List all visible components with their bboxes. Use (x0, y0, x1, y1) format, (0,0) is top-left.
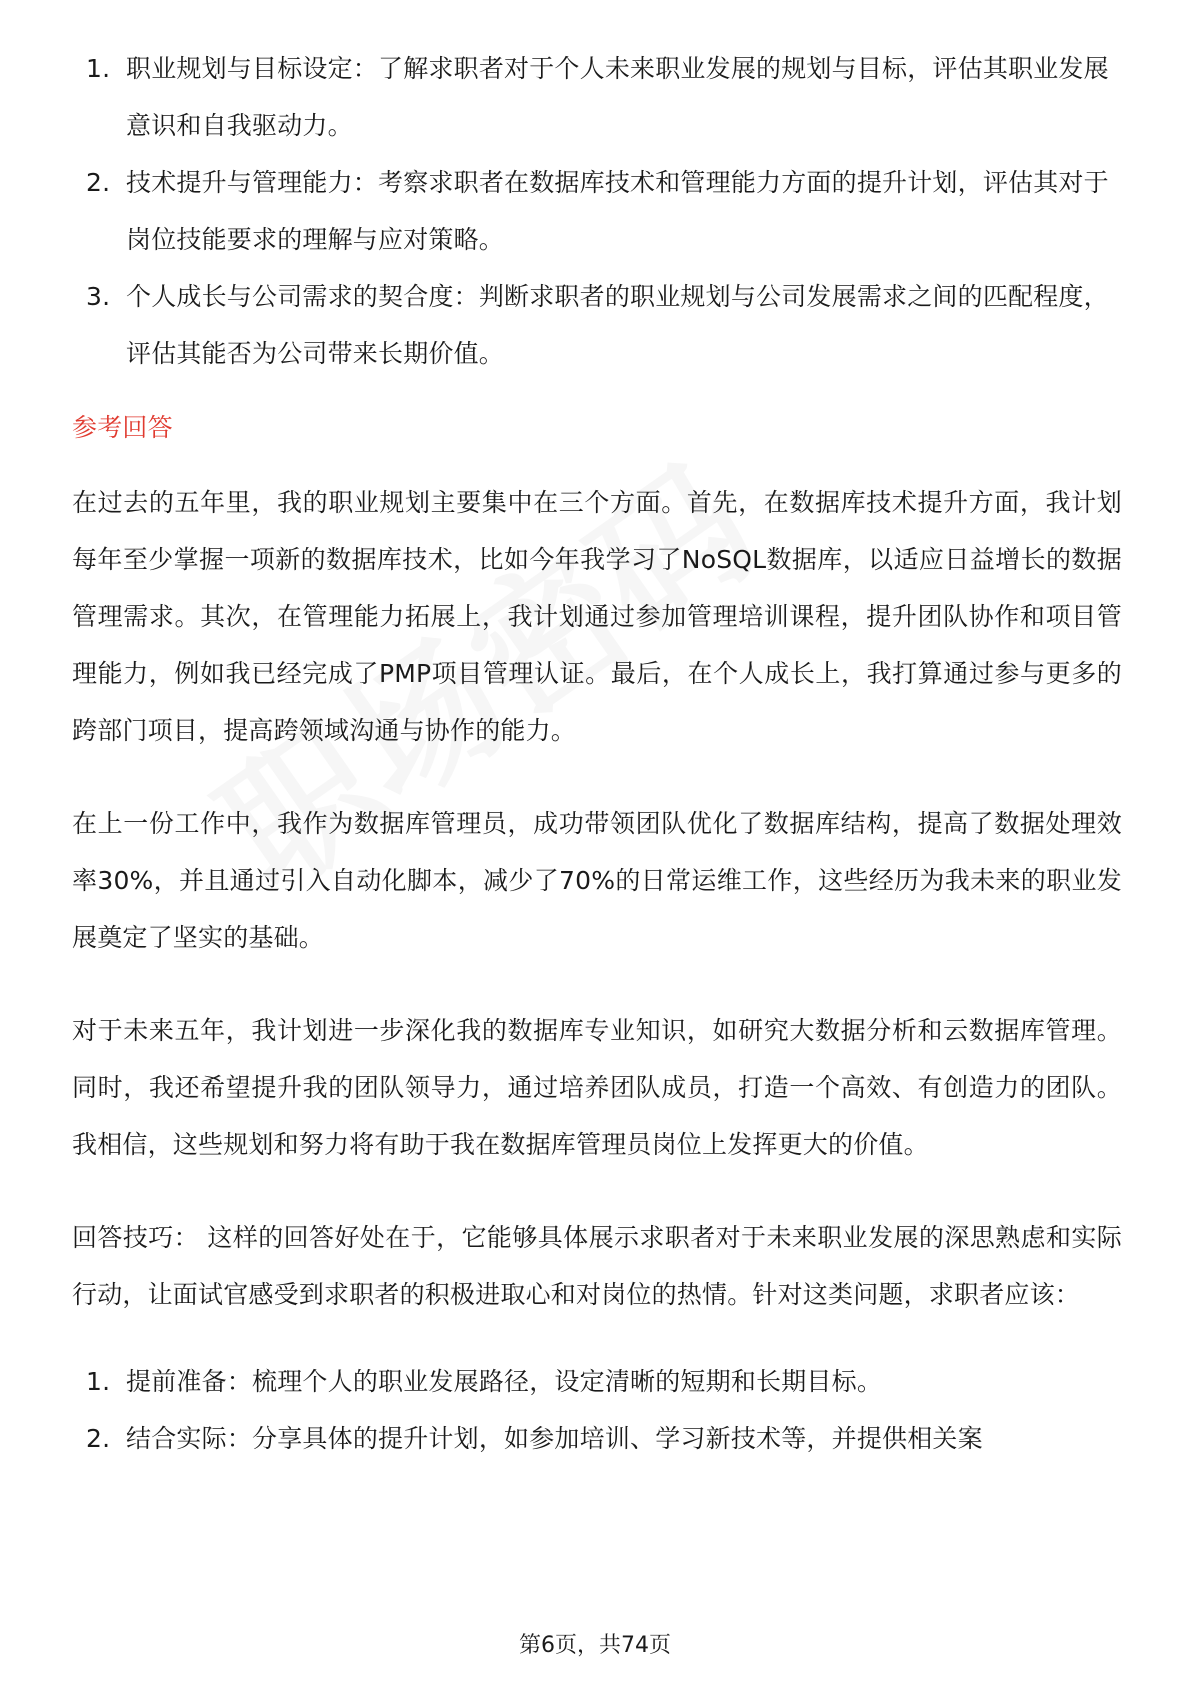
list-number: 1. (86, 1367, 111, 1396)
list-number: 1. (86, 54, 111, 83)
list-item-title: 个人成长与公司需求的契合度： (126, 282, 479, 311)
list-item-title: 结合实际： (126, 1424, 253, 1453)
list-number: 2. (86, 1424, 111, 1453)
list-number: 3. (86, 282, 111, 311)
page-content (72, 40, 1122, 1467)
list-item (72, 154, 1122, 268)
answer-paragraph: 对于未来五年，我计划进一步深化我的数据库专业知识，如研究大数据分析和云数据库管理。同时，我还希望提升我的团队领导力，通过培养团队成员，打造一个高效、有创造力的团队。我相信，这些规划和努力将有助于我在数据库管理员岗位上发挥更大的价值。 (72, 1016, 1122, 1159)
answer-paragraph: 在过去的五年里，我的职业规划主要集中在三个方面。首先，在数据库技术提升方面，我计划每年至少掌握一项新的数据库技术，比如今年我学习了NoSQL数据库，以适应日益增长的数据管理需求。其次，在管理能力拓展上，我计划通过参加管理培训课程，提升团队协作和项目管理能力，例如我已经完成了PMP项目管理认证。最后，在个人成长上，我打算通过参与更多的跨部门项目，提高跨领域沟通与协作的能力。 (72, 488, 1122, 745)
evaluation-criteria-list (72, 40, 1122, 382)
answer-tips-paragraph: 回答技巧： 这样的回答好处在于，它能够具体展示求职者对于未来职业发展的深思熟虑和实际行动，让面试官感受到求职者的积极进取心和对岗位的热情。针对这类问题，求职者应该： (72, 1223, 1122, 1309)
list-number: 2. (86, 168, 111, 197)
list-item-text: 了解求职者对于个人未来职业发展的规划与目标，评估其职业发展意识和自我驱动力。 (126, 54, 1109, 140)
answer-heading: 参考回答 (72, 413, 173, 442)
list-item-title: 职业规划与目标设定： (126, 54, 379, 83)
list-item-text: 考察求职者在数据库技术和管理能力方面的提升计划，评估其对于岗位技能要求的理解与应对策略。 (126, 168, 1109, 254)
list-item (72, 1353, 1122, 1410)
list-item (72, 1410, 1122, 1467)
page-number: 第6页，共74页 (519, 1633, 671, 1658)
list-item-text: 分享具体的提升计划，如参加培训、学习新技术等，并提供相关案 (252, 1424, 983, 1453)
list-item-title: 提前准备： (126, 1367, 253, 1396)
list-item (72, 40, 1122, 154)
list-item (72, 268, 1122, 382)
answer-paragraph: 在上一份工作中，我作为数据库管理员，成功带领团队优化了数据库结构，提高了数据处理效率30%，并且通过引入自动化脚本，减少了70%的日常运维工作，这些经历为我未来的职业发展奠定了坚实的基础。 (72, 809, 1122, 952)
list-item-title: 技术提升与管理能力： (126, 168, 379, 197)
list-item-text: 判断求职者的职业规划与公司发展需求之间的匹配程度，评估其能否为公司带来长期价值。 (126, 282, 1109, 368)
list-item-text: 梳理个人的职业发展路径，设定清晰的短期和长期目标。 (252, 1367, 883, 1396)
tips-list (72, 1353, 1122, 1467)
